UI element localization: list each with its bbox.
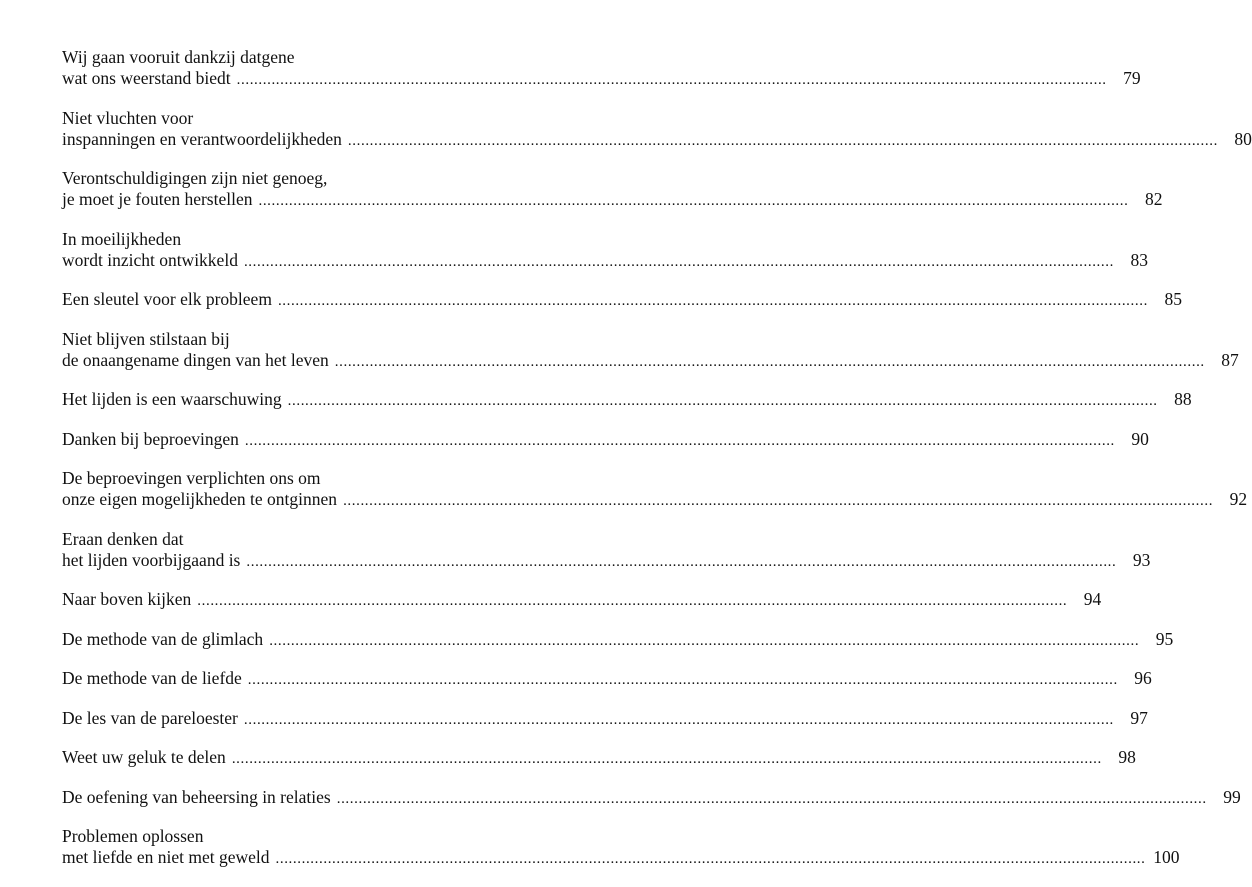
toc-entry-title: Danken bij beproevingen: [62, 428, 239, 449]
dot-leader: ........................................................................................................................................................................................................: [246, 553, 1117, 570]
dot-leader: ........................................................................................................................................................................................................: [247, 672, 1118, 688]
toc-entry-line: [62, 108, 458, 129]
toc-entry-title: onze eigen mogelijkheden te ontginnen: [62, 489, 338, 509]
dot-leader: ........................................................................................................................................................................................................: [243, 711, 1114, 728]
toc-entry-title: Verontschuldigingen zijn niet genoeg,: [62, 168, 328, 188]
toc-entry-title: het lijden voorbijgaand is: [62, 549, 241, 570]
toc-page-number: 79: [1123, 68, 1141, 88]
toc-entry-line: [62, 707, 1148, 731]
toc-entry: [62, 389, 1192, 412]
toc-entry-line: [62, 589, 1102, 612]
toc-entry-title: wat ons weerstand biedt: [62, 68, 231, 88]
dot-leader: ........................................................................................................................................................................................................: [287, 393, 1158, 409]
toc-entry-title: inspanningen en verantwoordelijkheden: [62, 128, 342, 149]
toc-entry: [62, 47, 1141, 91]
toc-entry-line: [62, 249, 1148, 273]
toc-entry: [62, 468, 1248, 512]
toc-entry: [62, 289, 1182, 312]
toc-page-number: 80: [1234, 128, 1252, 149]
toc-entry-line: [62, 289, 1182, 312]
toc-entry-title: Het lijden is een waarschuwing: [62, 389, 282, 409]
dot-leader: ........................................................................................................................................................................................................: [258, 193, 1129, 209]
toc-entry-title: Naar boven kijken: [62, 589, 192, 609]
toc-entry-title: Eraan denken dat: [62, 528, 184, 549]
toc-page-number: 100: [1153, 847, 1180, 867]
toc-entry-title: de onaangename dingen van het leven: [62, 349, 329, 370]
toc-entry-title: je moet je fouten herstellen: [62, 189, 253, 209]
dot-leader: ........................................................................................................................................................................................................: [275, 851, 1146, 867]
toc-entry-title: Problemen oplossen: [62, 826, 204, 846]
toc-page-number: 99: [1223, 786, 1241, 807]
toc-entry-title: De methode van de glimlach: [62, 628, 264, 649]
toc-entry-line: [62, 428, 1149, 452]
toc-entry-line: [62, 47, 458, 68]
toc-entry: [62, 428, 1149, 452]
toc-page-number: 90: [1131, 428, 1149, 449]
toc-entry-title: met liefde en niet met geweld: [62, 847, 270, 867]
toc-entry-line: [62, 329, 458, 350]
toc-entry-title: In moeilijkheden: [62, 228, 182, 249]
toc-entry-line: [62, 668, 1152, 691]
toc-entry: [62, 668, 1152, 691]
toc-page-number: 93: [1132, 549, 1151, 570]
toc-entry-line: [62, 189, 1163, 212]
toc-entry: [62, 826, 1180, 870]
toc-page-number: 87: [1221, 349, 1239, 370]
toc-entry-line: [62, 389, 1192, 412]
toc-entry-line: [62, 747, 1136, 770]
toc-entry: [62, 589, 1102, 612]
toc-entry: [62, 228, 1148, 273]
toc-entry-title: Niet vluchten voor: [62, 107, 194, 128]
dot-leader: ........................................................................................................................................................................................................: [334, 353, 1205, 370]
table-of-contents: [62, 47, 1252, 887]
toc-page-number: 92: [1229, 489, 1248, 509]
toc-entry-title: Een sleutel voor elk probleem: [62, 289, 272, 309]
toc-page-number: 82: [1144, 189, 1163, 209]
dot-leader: ........................................................................................................................................................................................................: [243, 253, 1114, 270]
toc-page-number: 98: [1118, 747, 1136, 767]
toc-entry-line: [62, 128, 1252, 152]
toc-page-number: 88: [1174, 389, 1192, 409]
dot-leader: ........................................................................................................................................................................................................: [244, 432, 1115, 449]
dot-leader: ........................................................................................................................................................................................................: [277, 293, 1148, 309]
toc-entry-line: [62, 826, 458, 847]
toc-entry: [62, 107, 1252, 152]
toc-entry-line: [62, 68, 1141, 91]
toc-entry-line: [62, 168, 458, 189]
toc-entry-title: De oefening van beheersing in relaties: [62, 786, 331, 807]
toc-entry-title: De beproevingen verplichten ons om: [62, 468, 321, 488]
toc-entry-title: wordt inzicht ontwikkeld: [62, 249, 238, 270]
toc-page-number: 83: [1130, 249, 1148, 270]
toc-entry: [62, 328, 1239, 373]
toc-page-number: 96: [1134, 668, 1152, 688]
dot-leader: ........................................................................................................................................................................................................: [197, 593, 1068, 609]
toc-entry-line: [62, 628, 1174, 652]
toc-page-number: 85: [1164, 289, 1182, 309]
toc-entry: [62, 168, 1163, 212]
toc-entry: [62, 528, 1151, 573]
toc-entry-line: [62, 349, 1239, 373]
toc-entry-title: De methode van de liefde: [62, 668, 242, 688]
toc-entry-line: [62, 229, 458, 250]
toc-entry-line: [62, 847, 1180, 870]
toc-page-number: 95: [1155, 628, 1174, 649]
toc-entry: [62, 707, 1148, 731]
dot-leader: ........................................................................................................................................................................................................: [269, 632, 1140, 649]
dot-leader: ........................................................................................................................................................................................................: [343, 493, 1214, 509]
toc-entry: [62, 747, 1136, 770]
toc-entry-title: Wij gaan vooruit dankzij datgene: [62, 47, 295, 67]
toc-page-number: 94: [1083, 589, 1102, 609]
dot-leader: ........................................................................................................................................................................................................: [231, 751, 1102, 767]
dot-leader: ........................................................................................................................................................................................................: [336, 790, 1207, 807]
toc-entry-line: [62, 468, 458, 489]
toc-entry: [62, 628, 1174, 652]
toc-entry-line: [62, 529, 458, 550]
toc-entry: [62, 786, 1241, 810]
toc-page-number: 97: [1130, 707, 1148, 728]
dot-leader: ........................................................................................................................................................................................................: [347, 132, 1218, 149]
toc-entry-title: Niet blijven stilstaan bij: [62, 328, 230, 349]
dot-leader: ........................................................................................................................................................................................................: [236, 72, 1107, 88]
toc-entry-title: De les van de pareloester: [62, 707, 238, 728]
toc-entry-line: [62, 549, 1151, 573]
toc-entry-title: Weet uw geluk te delen: [62, 747, 226, 767]
toc-entry-line: [62, 489, 1248, 512]
toc-entry-line: [62, 786, 1241, 810]
